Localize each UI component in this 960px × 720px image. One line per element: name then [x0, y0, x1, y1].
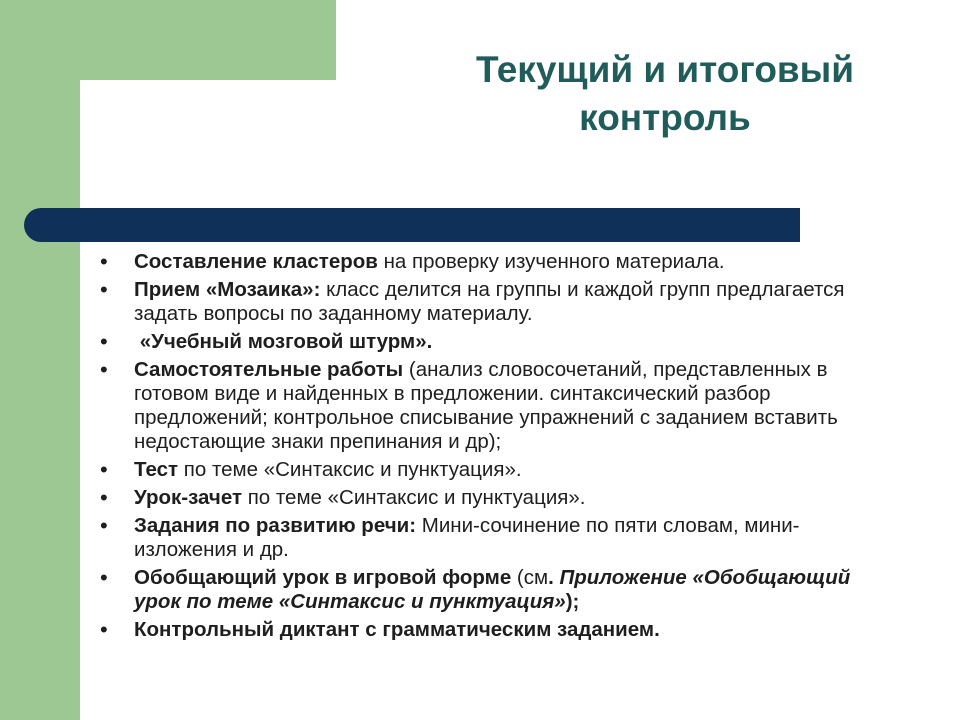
item-text: (см [511, 566, 549, 589]
bullet-list [96, 250, 896, 646]
item-bold-dot: . [548, 566, 560, 589]
list-item [96, 514, 896, 562]
item-bold: Составление кластеров [134, 250, 378, 273]
item-bold: Тест [134, 458, 179, 481]
slide-title [400, 46, 930, 142]
bullet-icon: • [100, 457, 108, 482]
list-item [96, 458, 896, 482]
item-text: по теме «Синтаксис и пунктуация». [242, 486, 586, 509]
bullet-icon: • [100, 617, 108, 642]
bullet-icon: • [100, 249, 108, 274]
bullet-icon: • [100, 329, 108, 354]
bullet-icon: • [100, 357, 108, 382]
title-line-2: контроль [579, 97, 751, 138]
item-bold: Урок-зачет [134, 486, 242, 509]
divider-bar [24, 208, 800, 242]
list-item [96, 250, 896, 274]
item-bold: Контрольный диктант с грамматическим заданием. [134, 618, 660, 641]
top-decor-block [0, 0, 336, 80]
item-text: на проверку изученного материала. [377, 250, 725, 273]
list-item [96, 358, 896, 454]
bullet-icon: • [100, 277, 108, 302]
title-line-1: Текущий и итоговый [475, 49, 855, 90]
item-text: класс делится на группы и каждой групп предлагается задать вопросы по заданному материалу. [134, 278, 845, 325]
list-item [96, 618, 896, 642]
list-item [96, 486, 896, 510]
item-italic-link: Приложение «Обобщающий урок по теме «Синтаксис и пунктуация» [134, 566, 851, 613]
bullet-icon: • [100, 565, 108, 590]
item-bold: «Учебный мозговой штурм». [134, 330, 433, 353]
item-text: по теме «Синтаксис и пунктуация». [178, 458, 522, 481]
left-decor-strip [0, 0, 80, 720]
item-tail: ); [565, 590, 580, 613]
item-bold: Прием «Мозаика»: [134, 278, 321, 301]
list-item [96, 278, 896, 326]
bullet-icon: • [100, 513, 108, 538]
list-item [96, 566, 896, 614]
item-bold: Обобщающий урок в игровой форме [134, 566, 512, 589]
item-text: Мини-сочинение по пяти словам, мини-изложения и др. [134, 514, 800, 561]
item-text: (анализ словосочетаний, представленных в готовом виде и найденных в предложении. синтаксический разбор предложений; контрольное списывание упражнений с заданием вставить недостающие знаки препинания и др); [134, 358, 838, 453]
bullet-icon: • [100, 485, 108, 510]
rounded-corner-decor [80, 80, 200, 200]
item-bold: Задания по развитию речи: [134, 514, 417, 537]
item-bold: Самостоятельные работы [134, 358, 404, 381]
list-item [96, 330, 896, 354]
